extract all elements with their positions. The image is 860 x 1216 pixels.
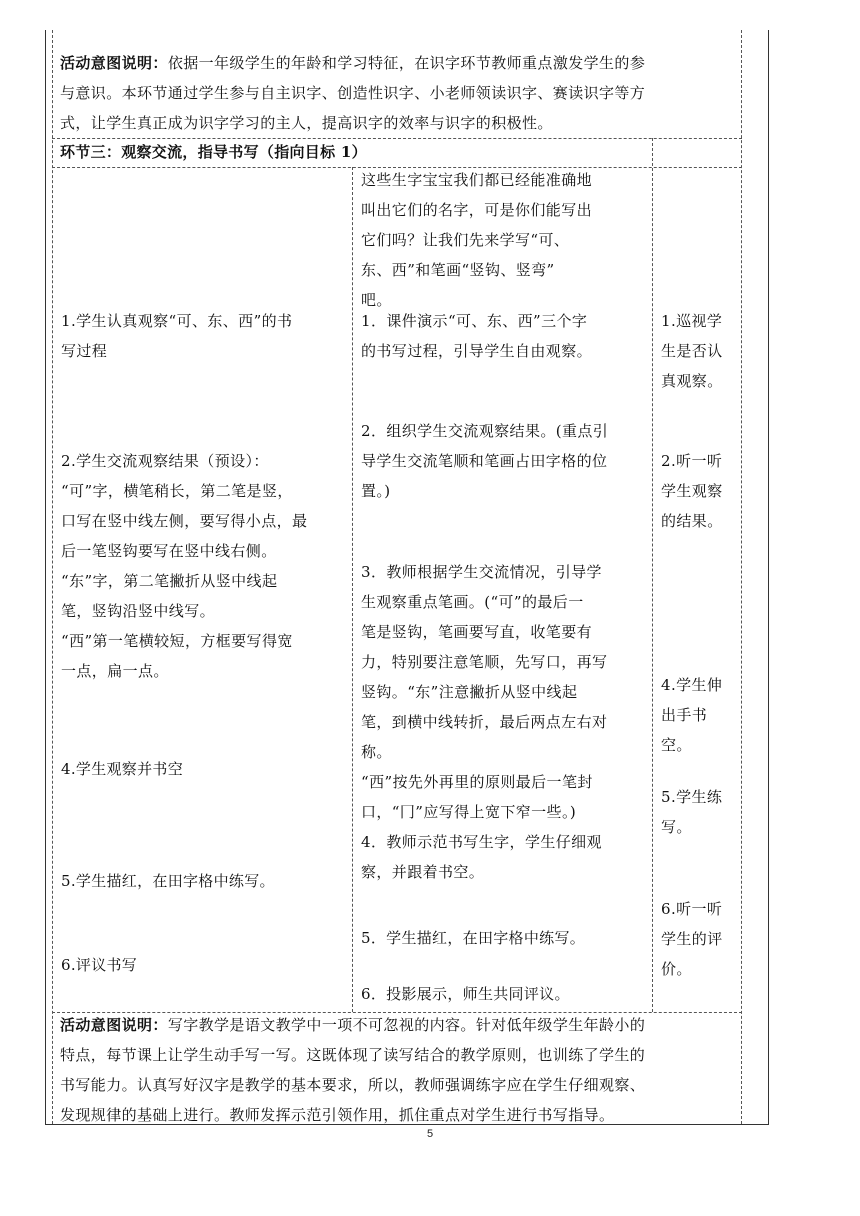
bottom-note-line: 书写能力。认真写好汉字是教学的基本要求，所以，教师强调练字应在学生仔细观察、 [60, 1076, 646, 1094]
top-note-line: 与意识。本环节通过学生参与自主识字、创造性识字、小老师领读识字、赛读识字等方 [60, 84, 646, 102]
teacher-line: 生观察重点笔画。(“可”的最后一 [361, 593, 584, 611]
column-divider-1 [352, 167, 353, 1012]
student-item-line: 写过程 [61, 342, 108, 360]
student-item-line: “东”字，第二笔撇折从竖中线起 [61, 572, 278, 590]
teacher-line: 这些生字宝宝我们都已经能准确地 [361, 171, 593, 189]
eval-line: 空。 [661, 736, 692, 754]
student-item-line: 1.学生认真观察“可、东、西”的书 [61, 312, 293, 330]
eval-line: 学生的评 [661, 930, 723, 948]
top-note-line: 依据一年级学生的年龄和学习特征，在识字环节教师重点激发学生的参 [167, 54, 646, 72]
teacher-line: 2．组织学生交流观察结果。(重点引 [361, 422, 609, 440]
eval-line: 出手书 [661, 706, 708, 724]
table-border-left [45, 30, 46, 1124]
bottom-activity-note [60, 1010, 645, 1130]
student-item-line: 笔，竖钩沿竖中线写。 [61, 602, 216, 620]
top-note-line: 式，让学生真正成为识字学习的主人，提高识字的效率与识字的积极性。 [60, 114, 553, 132]
teacher-line: 导学生交流笔顺和笔画占田字格的位 [361, 452, 608, 470]
teacher-line: 置。) [361, 482, 391, 500]
eval-line: 生是否认 [661, 342, 723, 360]
teacher-line: 笔，到横中线转折，最后两点左右对 [361, 713, 608, 731]
section-heading: 环节三：观察交流，指导书写（指向目标 1） [60, 143, 367, 161]
teacher-line: 4．教师示范书写生字，学生仔细观 [361, 833, 602, 851]
eval-line: 的结果。 [661, 512, 723, 530]
bottom-note-line: 写字教学是语文教学中一项不可忽视的内容。针对低年级学生年龄小的 [167, 1016, 646, 1034]
teacher-line: “西”按先外再里的原则最后一笔封 [361, 773, 593, 791]
student-item-line: 2.学生交流观察结果（预设）： [61, 452, 269, 470]
eval-line: 价。 [661, 960, 692, 978]
student-item-2 [61, 446, 307, 686]
eval-item-6 [661, 894, 723, 984]
teacher-item-5: 5．学生描红，在田字格中练写。 [361, 929, 586, 947]
teacher-line: 吧。 [361, 291, 392, 309]
student-item-line: 口写在竖中线左侧，要写得小点，最 [61, 512, 308, 530]
eval-item-1 [661, 306, 723, 396]
student-item-6: 6.评议书写 [61, 956, 138, 974]
inner-box-right [741, 30, 742, 1124]
eval-item-5 [661, 782, 722, 842]
teacher-line: 称。 [361, 743, 392, 761]
teacher-item-1 [361, 306, 592, 366]
teacher-line: 东、西”和笔画“竖钩、竖弯” [361, 261, 555, 279]
teacher-item-2 [361, 416, 608, 506]
top-activity-note [60, 48, 645, 138]
teacher-item-6: 6．投影展示，师生共同评议。 [361, 985, 570, 1003]
teacher-line: 口，“冂”应写得上宽下窄一些。) [361, 803, 577, 821]
teacher-line: 的书写过程，引导学生自由观察。 [361, 342, 593, 360]
student-item-line: 后一笔竖钩要写在竖中线右侧。 [61, 542, 277, 560]
teacher-intro [361, 165, 592, 315]
eval-line: 学生观察 [661, 482, 723, 500]
eval-line: 5.学生练 [661, 788, 723, 806]
eval-line: 1.巡视学 [661, 312, 723, 330]
eval-line: 4.学生伸 [661, 676, 723, 694]
student-item-line: “西”第一笔横较短，方框要写得宽 [61, 632, 293, 650]
bottom-note-line: 发现规律的基础上进行。教师发挥示范引领作用，抓住重点对学生进行书写指导。 [60, 1106, 615, 1124]
teacher-line: 察，并跟着书空。 [361, 863, 485, 881]
table-border-right [768, 30, 769, 1124]
inner-box-left [52, 30, 53, 1124]
student-item-line: “可”字，横笔稍长，第二笔是竖， [61, 482, 293, 500]
page-number: 5 [426, 1128, 434, 1140]
teacher-item-3-4 [361, 557, 607, 887]
teacher-line: 3．教师根据学生交流情况，引导学 [361, 563, 602, 581]
student-item-5: 5.学生描红，在田字格中练写。 [61, 872, 275, 890]
column-divider-2 [652, 138, 653, 1012]
teacher-line: 力，特别要注意笔顺，先写口，再写 [361, 653, 608, 671]
bottom-note-line: 特点，每节课上让学生动手写一写。这既体现了读写结合的教学原则，也训练了学生的 [60, 1046, 646, 1064]
teacher-line: 竖钩。“东”注意撇折从竖中线起 [361, 683, 578, 701]
eval-item-2 [661, 446, 723, 536]
eval-item-4 [661, 670, 722, 760]
student-item-line: 一点，扁一点。 [61, 662, 169, 680]
student-item-4: 4.学生观察并书空 [61, 760, 184, 778]
eval-line: 2.听一听 [661, 452, 723, 470]
teacher-line: 1．课件演示“可、东、西”三个字 [361, 312, 588, 330]
top-note-label: 活动意图说明： [60, 54, 168, 72]
teacher-line: 笔是竖钩，笔画要写直，收笔要有 [361, 623, 593, 641]
student-item-1 [61, 306, 292, 366]
teacher-line: 它们吗？让我们先来学写“可、 [361, 231, 570, 249]
bottom-note-label: 活动意图说明： [60, 1016, 168, 1034]
teacher-line: 叫出它们的名字，可是你们能写出 [361, 201, 593, 219]
eval-line: 真观察。 [661, 372, 723, 390]
eval-line: 6.听一听 [661, 900, 723, 918]
eval-line: 写。 [661, 818, 692, 836]
